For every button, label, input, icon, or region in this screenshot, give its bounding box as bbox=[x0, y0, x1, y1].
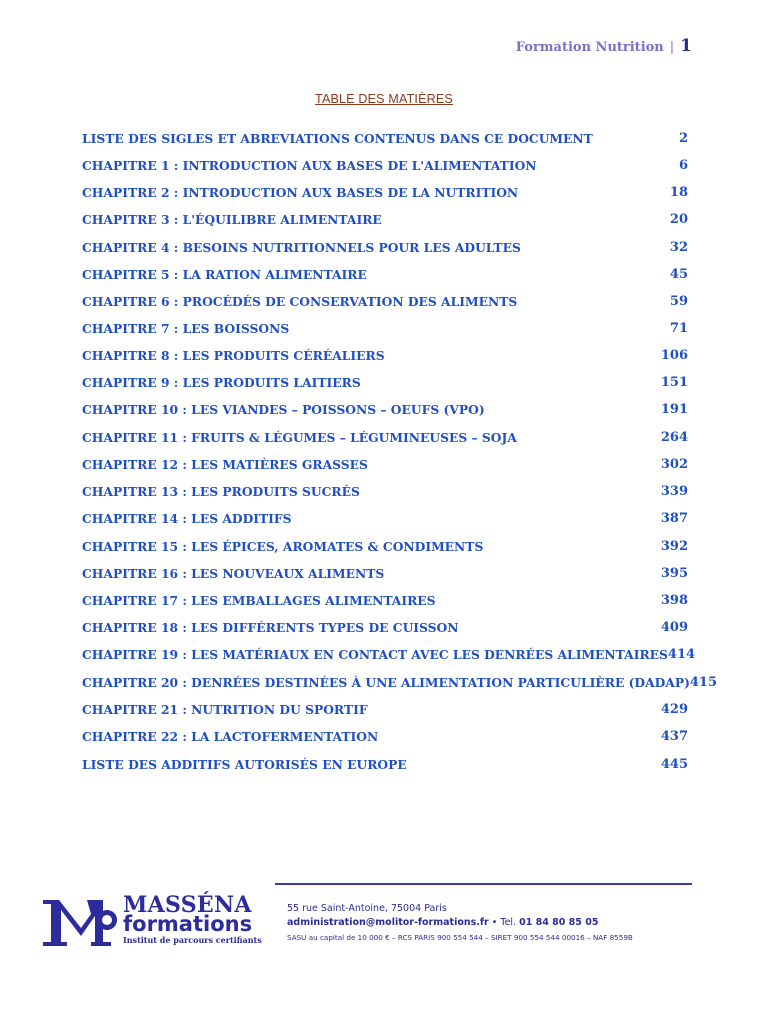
toc-entry[interactable] bbox=[82, 318, 688, 338]
toc-entry[interactable] bbox=[82, 182, 688, 202]
massena-logo bbox=[41, 894, 271, 954]
toc-entry-label: CHAPITRE 10 : LES VIANDES – POISSONS – OEUFS (VPO) bbox=[82, 401, 485, 417]
toc-entry[interactable] bbox=[82, 563, 688, 583]
toc-entry[interactable] bbox=[82, 291, 688, 311]
toc-entry[interactable] bbox=[82, 508, 688, 528]
toc-entry-label: CHAPITRE 12 : LES MATIÈRES GRASSES bbox=[82, 456, 368, 472]
toc-entry[interactable] bbox=[82, 726, 688, 746]
toc-entry[interactable] bbox=[82, 699, 688, 719]
toc-entry-label: CHAPITRE 14 : LES ADDITIFS bbox=[82, 510, 292, 526]
toc-entry-page: 151 bbox=[660, 374, 688, 390]
toc-entry[interactable] bbox=[82, 237, 688, 257]
toc-entry[interactable] bbox=[82, 454, 688, 474]
toc-entry-page: 302 bbox=[660, 456, 688, 472]
toc-entry-page: 415 bbox=[689, 674, 718, 690]
footer-email[interactable]: administration@molitor-formations.fr bbox=[287, 917, 489, 928]
toc-entry-label: CHAPITRE 13 : LES PRODUITS SUCRÉS bbox=[82, 483, 360, 499]
toc-entry[interactable] bbox=[82, 672, 718, 692]
brand-tagline: Institut de parcours certifiants bbox=[123, 935, 262, 945]
toc-entry[interactable] bbox=[82, 644, 696, 664]
toc-entry-page: 191 bbox=[660, 401, 688, 417]
toc-entry-label: CHAPITRE 11 : FRUITS & LÉGUMES – LÉGUMINEUSES – SOJA bbox=[82, 429, 517, 445]
toc-entry-page: 392 bbox=[660, 538, 688, 554]
toc-entry-label: CHAPITRE 2 : INTRODUCTION AUX BASES DE LA NUTRITION bbox=[82, 184, 519, 200]
toc-entry-label: CHAPITRE 16 : LES NOUVEAUX ALIMENTS bbox=[82, 565, 385, 581]
toc-entry[interactable] bbox=[82, 399, 688, 419]
toc-heading: TABLE DES MATIÈRES bbox=[315, 92, 453, 106]
toc-entry-label: CHAPITRE 20 : DENRÉES DESTINÉES À UNE ALIMENTATION PARTICULIÈRE (DADAP) bbox=[82, 674, 690, 690]
toc-entry-page: 20 bbox=[669, 211, 688, 227]
toc-entry-page: 409 bbox=[660, 619, 688, 635]
toc-entry-label: CHAPITRE 6 : PROCÉDÉS DE CONSERVATION DES ALIMENTS bbox=[82, 293, 518, 309]
header-separator: | bbox=[669, 40, 675, 55]
toc-entry-page: 264 bbox=[660, 429, 688, 445]
toc-entry[interactable] bbox=[82, 481, 688, 501]
toc-entry-label: CHAPITRE 22 : LA LACTOFERMENTATION bbox=[82, 728, 379, 744]
toc-entry-label: CHAPITRE 1 : INTRODUCTION AUX BASES DE L'ALIMENTATION bbox=[82, 157, 537, 173]
toc-entry-label: LISTE DES SIGLES ET ABREVIATIONS CONTENUS DANS CE DOCUMENT bbox=[82, 130, 593, 146]
toc-entry-label: CHAPITRE 8 : LES PRODUITS CÉRÉALIERS bbox=[82, 347, 385, 363]
toc-entry-page: 71 bbox=[669, 320, 688, 336]
footer-tel-label: • Tel. bbox=[488, 917, 520, 928]
toc-entry-label: CHAPITRE 17 : LES EMBALLAGES ALIMENTAIRES bbox=[82, 592, 436, 608]
toc-entry-label: CHAPITRE 5 : LA RATION ALIMENTAIRE bbox=[82, 266, 367, 282]
document-title: Formation Nutrition bbox=[515, 40, 664, 55]
toc-entry[interactable] bbox=[82, 590, 688, 610]
toc-entry[interactable] bbox=[82, 372, 688, 392]
page-header bbox=[516, 36, 692, 56]
logo-m-icon bbox=[41, 894, 121, 948]
footer-contact bbox=[287, 917, 598, 928]
toc-entry-page: 18 bbox=[669, 184, 688, 200]
footer-legal: SASU au capital de 10 000 € – RCS PARIS 900 554 544 – SIRET 900 554 544 00016 – NAF 8559B bbox=[287, 933, 633, 942]
toc-entry-page: 437 bbox=[660, 728, 688, 744]
toc-entry-label: CHAPITRE 4 : BESOINS NUTRITIONNELS POUR LES ADULTES bbox=[82, 239, 521, 255]
toc-entry-page: 2 bbox=[678, 130, 688, 146]
toc-entry-page: 59 bbox=[669, 293, 688, 309]
toc-entry-page: 106 bbox=[660, 347, 688, 363]
toc-entry[interactable] bbox=[82, 536, 688, 556]
footer-phone[interactable]: 01 84 80 85 05 bbox=[519, 917, 599, 928]
toc-entry-page: 387 bbox=[660, 510, 688, 526]
footer-divider bbox=[275, 883, 692, 885]
toc-entry-label: CHAPITRE 18 : LES DIFFÉRENTS TYPES DE CUISSON bbox=[82, 619, 459, 635]
toc-entry[interactable] bbox=[82, 264, 688, 284]
toc-entry[interactable] bbox=[82, 155, 688, 175]
toc-entry[interactable] bbox=[82, 427, 688, 447]
toc-entry-page: 339 bbox=[660, 483, 688, 499]
toc-entry-label: CHAPITRE 21 : NUTRITION DU SPORTIF bbox=[82, 701, 368, 717]
toc-entry-page: 395 bbox=[660, 565, 688, 581]
toc-entry-page: 445 bbox=[660, 756, 688, 772]
toc-entry-label: CHAPITRE 3 : L'ÉQUILIBRE ALIMENTAIRE bbox=[82, 211, 382, 227]
toc-entry-label: LISTE DES ADDITIFS AUTORISÉS EN EUROPE bbox=[82, 756, 407, 772]
toc-entry-label: CHAPITRE 15 : LES ÉPICES, AROMATES & CONDIMENTS bbox=[82, 538, 484, 554]
toc-entry-page: 398 bbox=[660, 592, 688, 608]
toc-entry[interactable] bbox=[82, 209, 688, 229]
toc-entry[interactable] bbox=[82, 617, 688, 637]
toc-entry-page: 45 bbox=[669, 266, 688, 282]
toc-entry-page: 429 bbox=[660, 701, 688, 717]
toc-entry-label: CHAPITRE 19 : LES MATÉRIAUX EN CONTACT AVEC LES DENRÉES ALIMENTAIRES bbox=[82, 646, 668, 662]
brand-name: MASSÉNA bbox=[123, 892, 252, 918]
brand-subname: formations bbox=[123, 912, 253, 936]
toc-entry[interactable] bbox=[82, 754, 688, 774]
footer-address: 55 rue Saint-Antoine, 75004 Paris bbox=[287, 903, 447, 914]
page-number: 1 bbox=[680, 36, 692, 56]
toc-entry-page: 414 bbox=[667, 646, 696, 662]
toc-entry[interactable] bbox=[82, 128, 688, 148]
toc-entry-label: CHAPITRE 9 : LES PRODUITS LAITIERS bbox=[82, 374, 361, 390]
toc-entry-page: 6 bbox=[678, 157, 688, 173]
toc-entry-page: 32 bbox=[669, 239, 688, 255]
toc-entry[interactable] bbox=[82, 345, 688, 365]
toc-entry-label: CHAPITRE 7 : LES BOISSONS bbox=[82, 320, 290, 336]
